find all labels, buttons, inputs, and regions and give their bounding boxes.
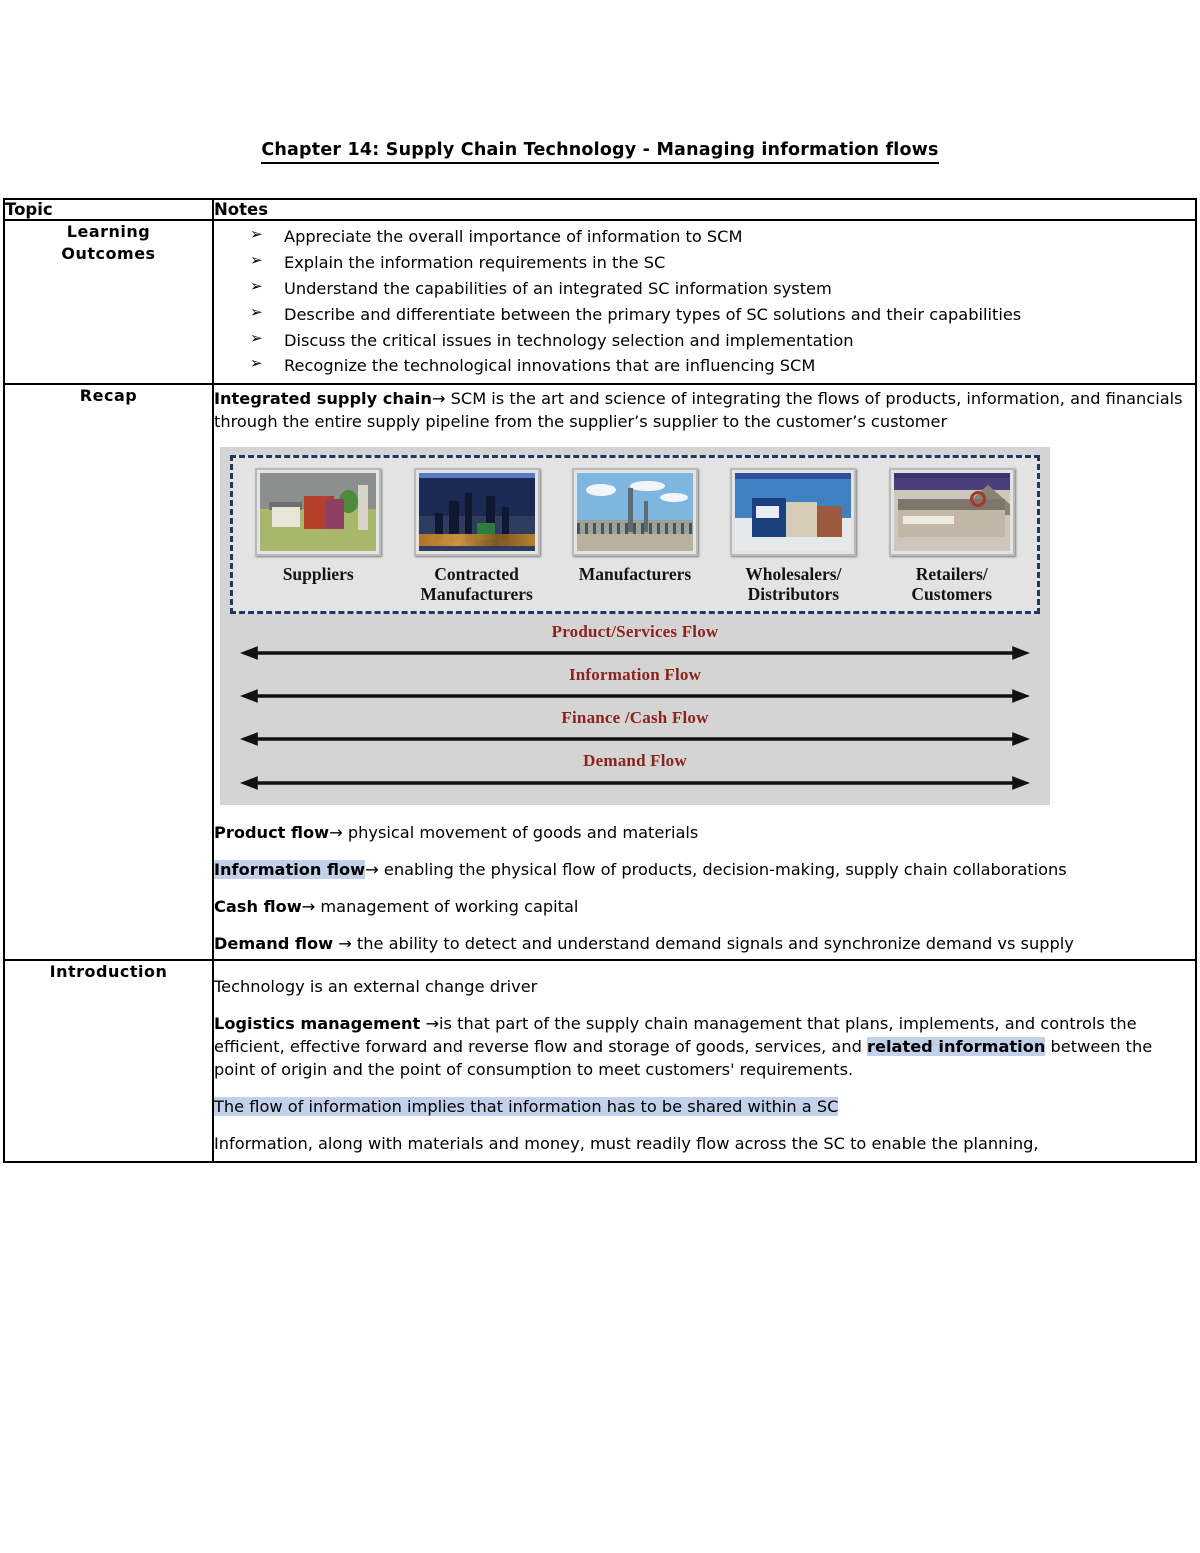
topic-label-recap: Recap (4, 384, 213, 960)
retail-store-photo-icon (889, 468, 1015, 556)
definition-term-highlighted: Information flow (214, 859, 366, 879)
stage-contracted-manufacturers (403, 468, 551, 605)
definition-demand-flow (214, 932, 1195, 955)
topic-label-line1: Learning (66, 222, 151, 241)
page-title (0, 0, 1200, 160)
definition-cash-flow (214, 895, 1195, 918)
flow-arrows-group (230, 614, 1040, 797)
highlighted-statement (214, 1095, 1195, 1118)
definition-product-flow (214, 821, 1195, 844)
definition-text: physical movement of goods and materials (342, 822, 699, 842)
definition-text: enabling the physical flow of products, decision-making, supply chain collaborations (378, 859, 1067, 879)
definition-text-a: is that part of the supply chain management that plans, implements, and controls the efficient, effective forward and reverse flow and storage of goods, services, and (214, 1013, 1137, 1056)
double-arrow-icon (240, 645, 1030, 661)
topic-label-learning-outcomes (4, 220, 213, 384)
definition-text: management of working capital (315, 896, 579, 916)
stage-label-line1: Suppliers (282, 563, 354, 584)
table-row (4, 220, 1196, 384)
stage-label-line1: Retailers/ (915, 563, 988, 584)
list-item (250, 304, 1195, 325)
stage-label-line1: Contracted (434, 563, 519, 584)
logistics-management-definition (214, 1012, 1195, 1081)
stage-wholesalers-distributors (719, 468, 867, 605)
list-item (250, 226, 1195, 247)
farm-photo-icon (255, 468, 381, 556)
definition-text: SCM is the art and science of integrating the flows of products, information, and financials through the entire supply pipeline from the supplier’s supplier to the customer’s customer (214, 388, 1183, 431)
topic-label-line2: Outcomes (61, 243, 156, 263)
arrow-bullet-icon: ➢ (250, 328, 263, 347)
arrow-bullet-icon: ➢ (250, 225, 263, 243)
notes-recap (213, 384, 1196, 960)
stage-suppliers (244, 468, 392, 585)
flow-row (240, 663, 1030, 704)
arrow-glyph: → (365, 859, 379, 879)
flow-label: Information Flow (568, 665, 702, 685)
stage-label-line1: Wholesalers/ (745, 563, 842, 584)
arrow-glyph: → (329, 822, 343, 842)
arrow-bullet-icon: ➢ (250, 276, 263, 295)
arrow-bullet-icon: ➢ (250, 302, 263, 321)
stage-label (878, 564, 1026, 605)
definition-term: Product flow (214, 822, 330, 842)
stage-label-line2: Customers (911, 584, 993, 605)
stage-label (561, 564, 709, 585)
flow-label: Product/Services Flow (551, 622, 719, 642)
definition-text-b: between the point of origin and the point of consumption to meet customers' requirements. (214, 1036, 1153, 1079)
topic-label-introduction: Introduction (4, 960, 213, 1162)
list-item-text: Explain the information requirements in the SC (284, 252, 666, 272)
page-title-text: Chapter 14: Supply Chain Technology - Managing information flows (261, 140, 938, 164)
arrow-glyph: → (425, 1013, 440, 1033)
arrow-bullet-icon: ➢ (250, 354, 263, 373)
stage-retailers-customers (878, 468, 1026, 605)
list-item-text: Understand the capabilities of an integrated SC information system (284, 278, 832, 298)
stage-manufacturers (561, 468, 709, 585)
highlighted-statement-text: The flow of information implies that information has to be shared within a SC (214, 1096, 839, 1116)
definition-term: Cash flow (214, 896, 302, 916)
flow-label: Finance /Cash Flow (561, 708, 709, 728)
learning-outcomes-list (214, 226, 1195, 377)
stage-label-line2: Distributors (747, 584, 840, 605)
column-header-topic: Topic (4, 199, 213, 220)
stage-label-line2: Manufacturers (420, 584, 533, 605)
list-item-text: Appreciate the overall importance of information to SCM (284, 227, 743, 246)
notes-table (3, 198, 1197, 1163)
intro-paragraph-technology: Technology is an external change driver (214, 976, 538, 996)
double-arrow-icon (240, 775, 1030, 791)
list-item (250, 330, 1195, 351)
notes-learning-outcomes (213, 220, 1196, 384)
arrow-glyph: → (338, 933, 352, 953)
stage-label-line1: Manufacturers (578, 563, 692, 584)
list-item-text: Describe and differentiate between the primary types of SC solutions and their capabilities (284, 304, 1022, 324)
definition-term: Logistics management (214, 1013, 421, 1033)
stage-label (719, 564, 867, 605)
flow-label: Demand Flow (583, 751, 687, 771)
arrow-glyph: → (301, 896, 316, 916)
list-item (250, 355, 1195, 376)
list-item-text: Recognize the technological innovations that are influencing SCM (284, 356, 816, 376)
industrial-plant-night-photo-icon (414, 468, 540, 556)
flow-row (240, 620, 1030, 661)
double-arrow-icon (240, 688, 1030, 704)
arrow-bullet-icon: ➢ (250, 250, 263, 269)
notes-introduction (213, 960, 1196, 1162)
refinery-photo-icon (572, 468, 698, 556)
column-header-notes: Notes (213, 199, 1196, 220)
definition-information-flow (214, 858, 1195, 881)
stage-label (403, 564, 551, 605)
list-item-text: Discuss the critical issues in technology selection and implementation (284, 330, 854, 350)
stage-label (244, 564, 392, 585)
double-arrow-icon (240, 731, 1030, 747)
table-header-row (4, 199, 1196, 220)
arrow-glyph: → (431, 388, 446, 408)
list-item (250, 278, 1195, 299)
supply-chain-diagram (220, 447, 1050, 805)
table-row (4, 960, 1196, 1162)
list-item (250, 252, 1195, 273)
flow-row (240, 706, 1030, 747)
intro-paragraph-information: Information, along with materials and money, must readily flow across the SC to enable the planning, (214, 1133, 1039, 1153)
warehouse-store-photo-icon (730, 468, 856, 556)
table-row (4, 384, 1196, 960)
definition-term: Demand flow (214, 933, 334, 953)
integrated-supply-chain-definition (214, 387, 1195, 433)
flow-row (240, 749, 1030, 790)
highlighted-phrase: related information (867, 1036, 1046, 1056)
supply-chain-stages (230, 455, 1040, 614)
definition-text: the ability to detect and understand demand signals and synchronize demand vs supply (351, 933, 1074, 953)
definition-term: Integrated supply chain (214, 388, 432, 408)
